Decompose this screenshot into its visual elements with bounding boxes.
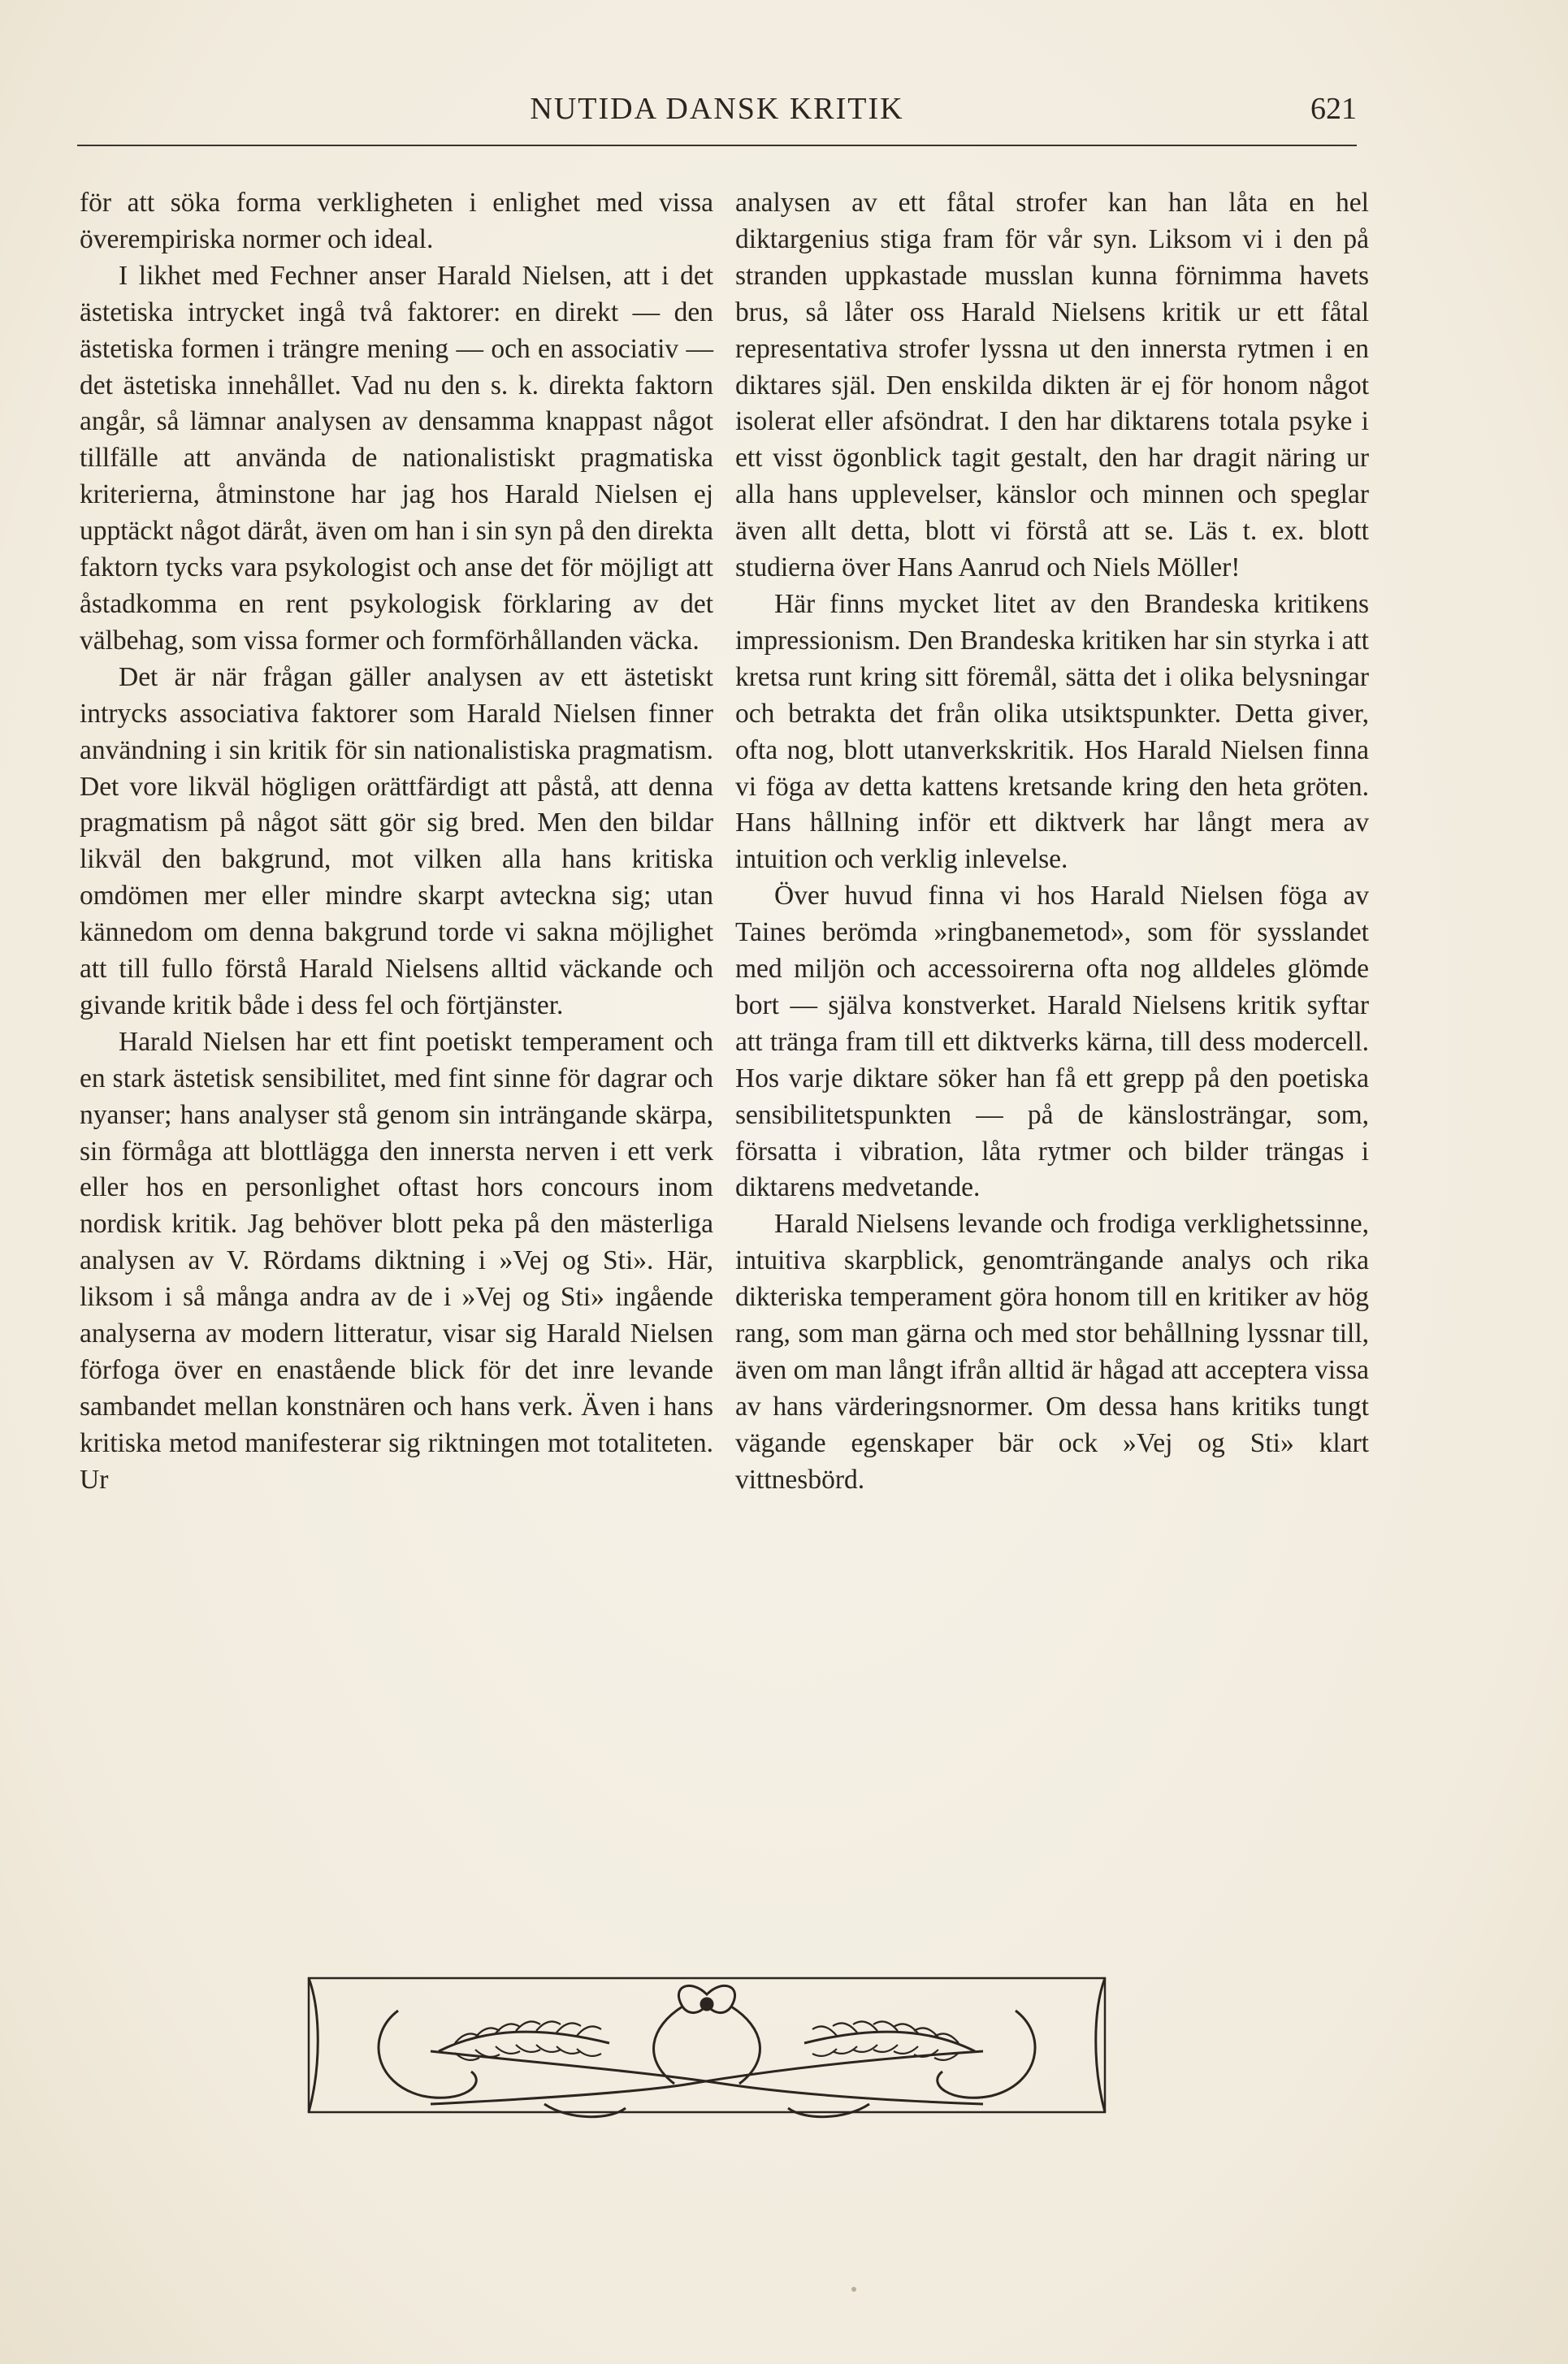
paragraph: Harald Nielsen har ett fint poetiskt temperament och en stark ästetisk sensibilitet, med fint sinne för dagrar och nyanser; hans analyser stå genom sin inträngande skärpa, sin förmåga att blottlägga den innersta nerven i ett verk eller hos en personlighet oftast hors concours inom nordisk kritik. Jag behöver blott peka på den mästerliga analysen av V. Rördams diktning i »Vej og Sti». Här, liksom i så många andra av de i »Vej og Sti» ingående analyserna av modern litteratur, visar sig Harald Nielsen förfoga över en enastående blick för det inre levande sambandet mellan konstnären och hans verk. Även i hans kritiska metod manifesterar sig riktningen mot totaliteten. Ur <box>80 1026 713 1495</box>
paragraph: Harald Nielsens levande och frodiga verklighetssinne, intuitiva skarpblick, genomträngande analys och rika dikteriska temperament göra honom till en kritiker av hög rang, som man gärna och med stor behållning lyssnar till, även om man långt ifrån alltid är hågad att acceptera vissa av hans värderingsnormer. Om dessa hans kritiks tungt vägande egenskaper bär ock »Vej og Sti» klart vittnesbörd. <box>735 1209 1369 1495</box>
paragraph: för att söka forma verkligheten i enlighet med vissa överempiriska normer och ideal. <box>80 188 713 254</box>
page-header <box>77 81 1357 138</box>
right-column <box>735 185 1369 1499</box>
print-speck <box>851 2287 856 2292</box>
paragraph: Det är när frågan gäller analysen av ett ästetiskt intrycks associativa faktorer som Harald Nielsen finner användning i sin kritik för sin nationalistiska pragmatism. Det vore likväl högligen orättfärdigt att påstå, att denna pragmatism på något sätt gör sig bred. Men den bildar likväl den bakgrund, mot vilken alla hans kritiska omdömen mer eller mindre skarpt avteckna sig; utan kännedom om denna bakgrund torde vi sakna möjlighet att till fullo förstå Harald Nielsens alltid väckande och givande kritik både i dess fel och förtjänster. <box>80 661 713 1020</box>
paragraph: Över huvud finna vi hos Harald Nielsen föga av Taines berömda »ringbanemetod», som för sysslandet med miljön och accessoirerna ofta nog alldeles glömde bort — själva konstverket. Harald Nielsens kritik syftar att tränga fram till ett diktverks kärna, till dess modercell. Hos varje diktare söker han få ett grepp på den poetiska sensibilitetspunkten — på de känslosträngar, som, försatta i vibration, låta rytmer och bilder trängas i diktarens medvetande. <box>735 881 1369 1203</box>
paragraph: Här finns mycket litet av den Brandeska kritikens impressionism. Den Brandeska kritiken har sin styrka i att kretsa runt kring sitt föremål, sätta det i olika belysningar och betrakta det från olika utsiktspunkter. Detta giver, ofta nog, blott utanverkskritik. Hos Harald Nielsen finna vi föga av detta kattens kretsande kring den heta gröten. Hans hållning inför ett diktverk har långt mera av intuition och verklig inlevelse. <box>735 588 1369 875</box>
paragraph: I likhet med Fechner anser Harald Nielsen, att i det ästetiska intrycket ingå två faktorer: en direkt — den ästetiska formen i trängre mening — och en associativ — det ästetiska innehållet. Vad nu den s. k. direkta faktorn angår, så lämnar analysen av densamma knappast något tillfälle att använda de nationalistiskt pragmatiska kriterierna, åtminstone har jag hos Harald Nielsen ej upptäckt något däråt, även om han i sin syn på den direkta faktorn tycks vara psykologist och anse det för möjligt att åstadkomma en rent psykologisk förklaring av det välbehag, som vissa former och formförhållanden väcka. <box>80 260 713 656</box>
left-column <box>80 185 713 1499</box>
running-title: NUTIDA DANSK KRITIK <box>530 92 904 126</box>
page-number: 621 <box>1310 92 1357 126</box>
header-rule <box>77 145 1357 146</box>
wheat-ribbon-ornament <box>301 1962 1113 2132</box>
paragraph: analysen av ett fåtal strofer kan han låta en hel diktargenius stiga fram för vår syn. Liksom vi i den på stranden uppkastade musslan kunna förnimma havets brus, så låter oss Harald Nielsens kritik ur ett fåtal representativa strofer lyssna ut den innersta rytmen i en diktares själ. Den enskilda dikten är ej för honom något isolerat eller afsöndrat. I den har diktarens totala psyke i ett visst ögonblick tagit gestalt, den har dragit näring ur alla hans upplevelser, känslor och minnen och speglar även allt detta, blott vi förstå att se. Läs t. ex. blott studierna över Hans Aanrud och Niels Möller! <box>735 188 1369 583</box>
